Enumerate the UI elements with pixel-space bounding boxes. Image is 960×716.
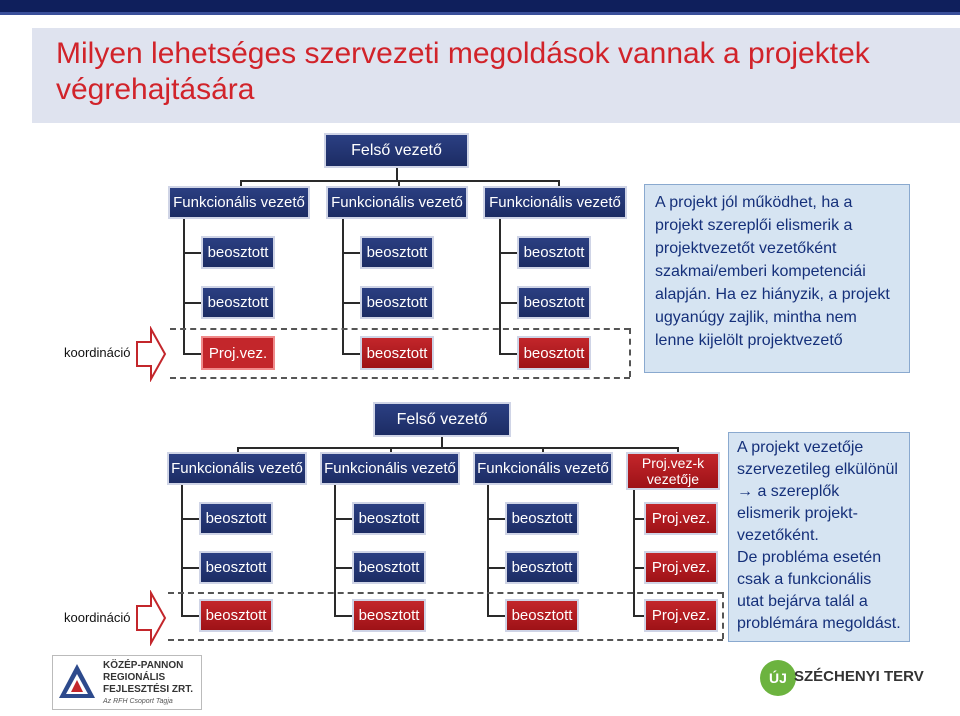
functional-manager-box: Funkcionális vezető <box>168 186 310 219</box>
connector <box>487 485 489 616</box>
arrow-right-icon <box>135 326 167 382</box>
connector <box>237 447 679 449</box>
connector <box>342 302 360 304</box>
connector <box>342 219 344 354</box>
top-band <box>0 0 960 12</box>
connector <box>633 490 635 616</box>
top-manager-box: Felső vezető <box>324 133 469 168</box>
subordinate-box: beosztott <box>199 502 273 535</box>
kozep-pannon-logo <box>52 655 202 710</box>
subordinate-box: beosztott <box>360 336 434 370</box>
subordinate-box: beosztott <box>505 551 579 584</box>
coordination-dashed-line <box>170 377 630 379</box>
connector <box>342 353 360 355</box>
top-band-accent <box>0 12 960 15</box>
szechenyi-terv-logo <box>760 658 924 702</box>
subordinate-box: beosztott <box>505 599 579 632</box>
subordinate-box: beosztott <box>352 599 426 632</box>
functional-manager-box: Funkcionális vezető <box>326 186 468 219</box>
slide-title: Milyen lehetséges szervezeti megoldások vannak a projektek végrehajtására <box>56 37 870 106</box>
connector <box>396 168 398 180</box>
info-line: → a szereplők elismerik projekt-vezetőként. <box>737 483 858 544</box>
coordination-dashed-line <box>168 639 723 641</box>
subordinate-box: beosztott <box>201 286 275 319</box>
arrow-right-icon <box>135 590 167 646</box>
connector <box>334 485 336 616</box>
connector <box>499 252 517 254</box>
subordinate-box: beosztott <box>517 336 591 370</box>
logo-subline: Az RFH Csoport Tagja <box>103 698 173 705</box>
connector <box>181 615 199 617</box>
connector <box>633 567 644 569</box>
logo-line: FEJLESZTÉSI ZRT. <box>103 684 194 695</box>
pm-head-box: Proj.vez-k vezetője <box>626 452 720 490</box>
connector <box>183 219 185 354</box>
project-manager-box: Proj.vez. <box>644 502 718 535</box>
logo-line: KÖZÉP-PANNON <box>103 660 184 671</box>
kozep-pannon-emblem-icon <box>57 662 97 702</box>
subordinate-box: beosztott <box>199 599 273 632</box>
connector <box>334 518 352 520</box>
project-manager-box: Proj.vez. <box>644 551 718 584</box>
szechenyi-badge-icon: ÚJ <box>760 660 796 696</box>
top-manager-box: Felső vezető <box>373 402 511 437</box>
functional-manager-box: Funkcionális vezető <box>473 452 613 485</box>
info-line: De probléma esetén csak a funkcionális utat bejárva talál a problémára megoldást. <box>737 549 901 632</box>
connector <box>181 518 199 520</box>
szechenyi-text: SZÉCHENYI TERV <box>794 668 924 685</box>
subordinate-box: beosztott <box>360 236 434 269</box>
project-manager-box: Proj.vez. <box>644 599 718 632</box>
coordination-label: koordináció <box>64 610 131 625</box>
subordinate-box: beosztott <box>201 236 275 269</box>
logo-line: REGIONÁLIS <box>103 672 166 683</box>
subordinate-box: beosztott <box>360 286 434 319</box>
subordinate-box: beosztott <box>352 551 426 584</box>
connector <box>499 353 517 355</box>
subordinate-box: beosztott <box>505 502 579 535</box>
connector <box>487 567 505 569</box>
functional-manager-box: Funkcionális vezető <box>167 452 307 485</box>
subordinate-box: beosztott <box>517 236 591 269</box>
connector <box>183 252 201 254</box>
connector <box>633 518 644 520</box>
coordination-dashed-line <box>168 592 723 594</box>
info-box-1: A projekt jól működhet, ha a projekt szereplői elismerik a projektvezetőt vezetőként szakmai/emberi kompetenciái alapján. Ha ez hiányzik, a projekt ugyanúgy zajlik, mintha nem lenne kijelölt projektvezető <box>644 184 910 373</box>
subordinate-box: beosztott <box>352 502 426 535</box>
functional-manager-box: Funkcionális vezető <box>483 186 627 219</box>
connector <box>487 518 505 520</box>
connector <box>183 302 201 304</box>
connector <box>633 615 644 617</box>
connector <box>499 219 501 354</box>
coordination-label: koordináció <box>64 345 131 360</box>
connector <box>240 180 560 182</box>
coordination-dashed-line <box>629 328 631 377</box>
info-line: A projekt vezetője szervezetileg elkülönül <box>737 439 898 478</box>
connector <box>487 615 505 617</box>
subordinate-box: beosztott <box>517 286 591 319</box>
project-manager-box: Proj.vez. <box>201 336 275 370</box>
info-box-2 <box>728 432 910 642</box>
subordinate-box: beosztott <box>199 551 273 584</box>
connector <box>183 353 201 355</box>
connector <box>441 437 443 447</box>
connector <box>181 567 199 569</box>
connector <box>181 485 183 616</box>
connector <box>334 567 352 569</box>
functional-manager-box: Funkcionális vezető <box>320 452 460 485</box>
coordination-dashed-line <box>170 328 630 330</box>
connector <box>342 252 360 254</box>
coordination-dashed-line <box>722 592 724 639</box>
connector <box>499 302 517 304</box>
connector <box>334 615 352 617</box>
